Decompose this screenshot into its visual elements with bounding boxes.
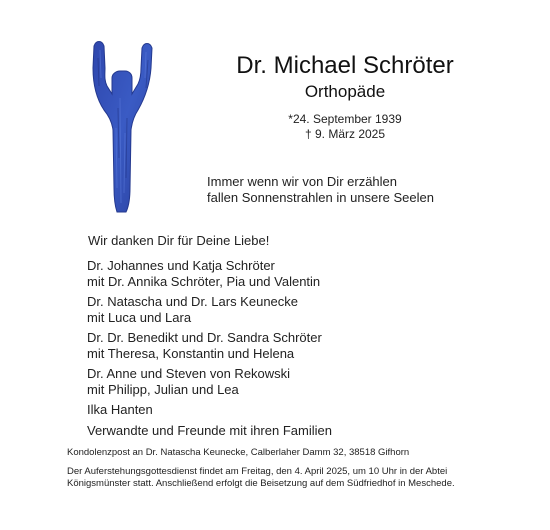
family-name: Dr. Natascha und Dr. Lars Keunecke [87,294,299,309]
thanks-line: Wir danken Dir für Deine Liebe! [88,233,270,248]
family-members: mit Dr. Annika Schröter, Pia und Valentin [87,274,321,289]
condolence-address: Kondolenzpost an Dr. Natascha Keunecke, Calberlaher Damm 32, 38518 Gifhorn [67,447,410,458]
death-date-line [180,127,510,142]
deceased-name: Dr. Michael Schröter [236,52,454,79]
death-date: 9. März 2025 [314,127,386,141]
cross-icon: † [304,127,312,141]
mourners-list [87,258,332,444]
family-name: Dr. Johannes und Katja Schröter [87,258,275,273]
service-info-line-1: Der Auferstehungsgottesdienst findet am Freitag, den 4. April 2025, um 10 Uhr in der Abtei [67,466,448,477]
mourner-name: Verwandte und Freunde mit ihren Familien [87,423,332,438]
family-entry [87,294,332,326]
birth-date: *24. September 1939 [288,112,402,126]
family-entry [87,330,332,362]
family-entry [87,258,332,290]
service-info-line-2: Königsmünster statt. Anschließend erfolgt die Beisetzung auf dem Südfriedhof in Meschede. [67,478,455,489]
service-info [67,466,455,490]
quote-line-1: Immer wenn wir von Dir erzählen [207,174,398,189]
family-name: Dr. Anne und Steven von Rekowski [87,366,291,381]
family-members: mit Philipp, Julian und Lea [87,382,239,397]
profession: Orthopäde [304,82,386,101]
quote-line-2: fallen Sonnenstrahlen in unsere Seelen [207,190,434,205]
family-name: Dr. Dr. Benedikt und Dr. Sandra Schröter [87,330,322,345]
mourner-entry [87,423,332,439]
memorial-quote [207,174,434,206]
mourner-name: Ilka Hanten [87,402,153,417]
family-entry [87,366,332,398]
family-members: mit Theresa, Konstantin und Helena [87,346,295,361]
raised-arms-sculpture-icon [80,38,160,213]
family-members: mit Luca und Lara [87,310,192,325]
mourner-entry [87,402,332,418]
